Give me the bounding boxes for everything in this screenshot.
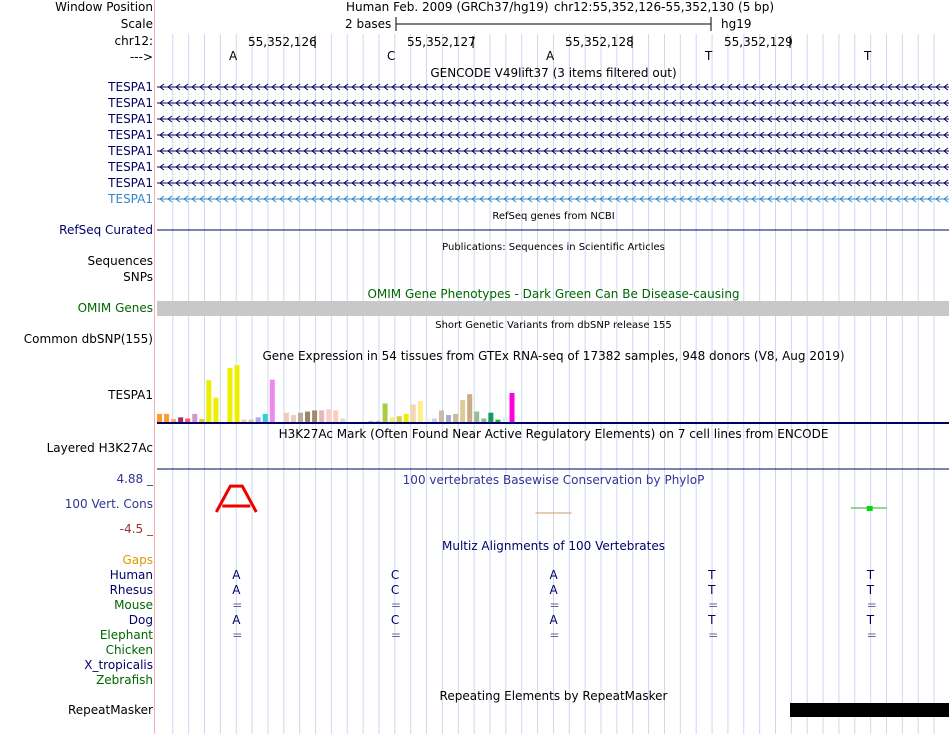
gtex-tissue-bar[interactable] — [446, 415, 451, 422]
alignment-base: T — [708, 613, 716, 627]
repeatmasker-track-title[interactable]: Repeating Elements by RepeatMasker — [439, 689, 668, 703]
gtex-tissue-bar[interactable] — [333, 410, 338, 422]
omim-track-title[interactable]: OMIM Gene Phenotypes - Dark Green Can Be Disease-causing — [367, 287, 740, 301]
gtex-tissue-bar[interactable] — [432, 419, 437, 422]
publications-track-title[interactable]: Publications: Sequences in Scientific Articles — [442, 242, 665, 253]
gtex-tissue-bar[interactable] — [178, 417, 183, 422]
alignment-base: T — [866, 613, 875, 627]
gtex-tissue-bar[interactable] — [453, 414, 458, 422]
ruler-position: 55,352,129 — [724, 35, 793, 49]
gtex-tissue-bar[interactable] — [164, 414, 169, 422]
gtex-tissue-bar[interactable] — [270, 380, 275, 422]
gtex-tissue-bar[interactable] — [495, 420, 500, 422]
phylop-track-title[interactable]: 100 vertebrates Basewise Conservation by PhyloP — [402, 473, 705, 487]
alignment-base: = — [866, 598, 877, 612]
gtex-tissue-bar[interactable] — [488, 413, 493, 422]
gtex-tissue-bar[interactable] — [319, 410, 324, 422]
phylop-min: -4.5 _ — [119, 522, 153, 536]
gtex-tissue-bar[interactable] — [404, 414, 409, 422]
gtex-tissue-bar[interactable] — [481, 419, 486, 422]
snps-label[interactable]: SNPs — [123, 270, 153, 284]
refseq-label[interactable]: RefSeq Curated — [59, 223, 153, 237]
gencode-row-label[interactable]: TESPA1 — [108, 128, 153, 142]
alignment-base: T — [866, 568, 875, 582]
scale-db: hg19 — [721, 17, 752, 31]
alignment-base: = — [232, 628, 243, 642]
alignment-base: = — [866, 628, 877, 642]
alignment-base: C — [390, 613, 400, 627]
ruler-position: 55,352,127 — [407, 35, 476, 49]
base-letter: C — [387, 49, 396, 63]
phylop-max: 4.88 _ — [116, 472, 153, 486]
phylop-label[interactable]: 100 Vert. Cons — [64, 497, 153, 511]
gtex-tissue-bar[interactable] — [228, 368, 233, 422]
strand-label: ---> — [129, 50, 153, 64]
gtex-tissue-bar[interactable] — [256, 417, 261, 422]
gtex-tissue-bar[interactable] — [213, 398, 218, 422]
window-position-label: Window Position — [55, 0, 153, 14]
alignment-base: A — [232, 568, 241, 582]
gtex-tissue-bar[interactable] — [502, 417, 507, 422]
gtex-tissue-bar[interactable] — [383, 403, 388, 422]
alignment-base: C — [390, 583, 400, 597]
dbsnp-track-title[interactable]: Short Genetic Variants from dbSNP release 155 — [435, 320, 672, 331]
gtex-tissue-bar[interactable] — [510, 393, 515, 422]
gtex-tissue-bar[interactable] — [467, 394, 472, 422]
assembly-name: Human Feb. 2009 (GRCh37/hg19) — [346, 0, 549, 14]
dbsnp-label[interactable]: Common dbSNP(155) — [23, 332, 153, 346]
phylop-score-mark[interactable] — [867, 506, 873, 511]
label-divider[interactable] — [154, 0, 155, 734]
gtex-tissue-bar[interactable] — [460, 400, 465, 422]
alignment-base: = — [549, 628, 560, 642]
species-label[interactable]: Chicken — [105, 643, 153, 657]
gencode-track-title[interactable]: GENCODE V49lift37 (3 items filtered out) — [430, 66, 677, 80]
gencode-row-label[interactable]: TESPA1 — [108, 192, 153, 206]
alignment-base: = — [708, 598, 719, 612]
gtex-tissue-bar[interactable] — [474, 412, 479, 422]
base-letter: A — [546, 49, 555, 63]
gtex-tissue-bar[interactable] — [390, 417, 395, 422]
gtex-tissue-bar[interactable] — [192, 414, 197, 422]
gtex-gene-label[interactable]: TESPA1 — [108, 388, 153, 402]
alignment-base: = — [390, 598, 401, 612]
gtex-tissue-bar[interactable] — [235, 365, 240, 422]
gencode-row-label[interactable]: TESPA1 — [108, 176, 153, 190]
chrom-label: chr12: — [114, 34, 153, 48]
species-label[interactable]: Human — [109, 568, 153, 582]
base-letter: T — [864, 49, 872, 63]
gencode-row-label[interactable]: TESPA1 — [108, 160, 153, 174]
ruler-position: 55,352,126 — [248, 35, 317, 49]
gtex-tissue-bar[interactable] — [376, 421, 381, 422]
scale-text: 2 bases — [345, 17, 392, 31]
gtex-tissue-bar[interactable] — [291, 415, 296, 422]
gtex-track-title[interactable]: Gene Expression in 54 tissues from GTEx RNA-seq of 17382 samples, 948 donors (V8, Aug 2019) — [262, 349, 845, 363]
omim-feature-bar[interactable] — [157, 301, 949, 316]
gencode-row-label[interactable]: TESPA1 — [108, 144, 153, 158]
gtex-tissue-bar[interactable] — [206, 380, 211, 422]
gencode-row-label[interactable]: TESPA1 — [108, 80, 153, 94]
species-label[interactable]: Zebrafish — [96, 673, 153, 687]
h3k27ac-track-title[interactable]: H3K27Ac Mark (Often Found Near Active Regulatory Elements) on 7 cell lines from ENCODE — [278, 427, 829, 441]
gtex-tissue-bar[interactable] — [439, 410, 444, 422]
alignment-base: A — [549, 583, 558, 597]
alignment-base: A — [549, 568, 558, 582]
gtex-tissue-bar[interactable] — [157, 414, 162, 422]
base-letter: A — [229, 49, 238, 63]
gtex-tissue-bar[interactable] — [340, 419, 345, 422]
gtex-tissue-bar[interactable] — [185, 419, 190, 422]
scale-label: Scale — [120, 17, 153, 31]
species-label[interactable]: Dog — [128, 613, 153, 627]
alignment-base: T — [708, 583, 716, 597]
alignment-base: A — [232, 613, 241, 627]
alignment-base: = — [232, 598, 243, 612]
gaps-label[interactable]: Gaps — [122, 553, 153, 567]
gtex-tissue-bar[interactable] — [263, 414, 268, 422]
alignment-base: T — [866, 583, 875, 597]
gtex-tissue-bar[interactable] — [284, 413, 289, 422]
alignment-base: C — [390, 568, 400, 582]
species-label[interactable]: X_tropicalis — [84, 658, 153, 672]
gtex-tissue-bar[interactable] — [312, 410, 317, 422]
species-label[interactable]: Rhesus — [109, 583, 153, 597]
gtex-tissue-bar[interactable] — [326, 409, 331, 422]
gtex-tissue-bar[interactable] — [397, 416, 402, 422]
alignment-base: A — [232, 583, 241, 597]
omim-label[interactable]: OMIM Genes — [77, 301, 153, 315]
species-label[interactable]: Mouse — [114, 598, 153, 612]
window-position: chr12:55,352,126-55,352,130 (5 bp) — [554, 0, 775, 14]
alignment-base: = — [549, 598, 560, 612]
gtex-tissue-bar[interactable] — [298, 413, 303, 422]
gtex-tissue-bar[interactable] — [418, 401, 423, 422]
gtex-tissue-bar[interactable] — [199, 419, 204, 422]
gencode-row-label[interactable]: TESPA1 — [108, 96, 153, 110]
repeat-element-block[interactable] — [790, 703, 949, 717]
sequences-label[interactable]: Sequences — [87, 254, 153, 268]
species-label[interactable]: Elephant — [99, 628, 153, 642]
gtex-tissue-bar[interactable] — [411, 405, 416, 422]
multiz-track-title[interactable]: Multiz Alignments of 100 Vertebrates — [441, 539, 666, 553]
refseq-track-title[interactable]: RefSeq genes from NCBI — [492, 211, 615, 222]
gtex-tissue-bar[interactable] — [425, 419, 430, 422]
gtex-tissue-bar[interactable] — [249, 420, 254, 422]
alignment-base: = — [708, 628, 719, 642]
base-letter: T — [705, 49, 713, 63]
alignment-base: = — [390, 628, 401, 642]
alignment-base: T — [708, 568, 716, 582]
gtex-tissue-bar[interactable] — [171, 419, 176, 422]
alignment-base: A — [549, 613, 558, 627]
gtex-tissue-bar[interactable] — [369, 421, 374, 422]
h3k27ac-label[interactable]: Layered H3K27Ac — [46, 441, 153, 455]
gtex-tissue-bar[interactable] — [305, 412, 310, 422]
repeatmasker-label[interactable]: RepeatMasker — [67, 703, 153, 717]
gencode-row-label[interactable]: TESPA1 — [108, 112, 153, 126]
gtex-tissue-bar[interactable] — [242, 420, 247, 422]
ruler-position: 55,352,128 — [565, 35, 634, 49]
